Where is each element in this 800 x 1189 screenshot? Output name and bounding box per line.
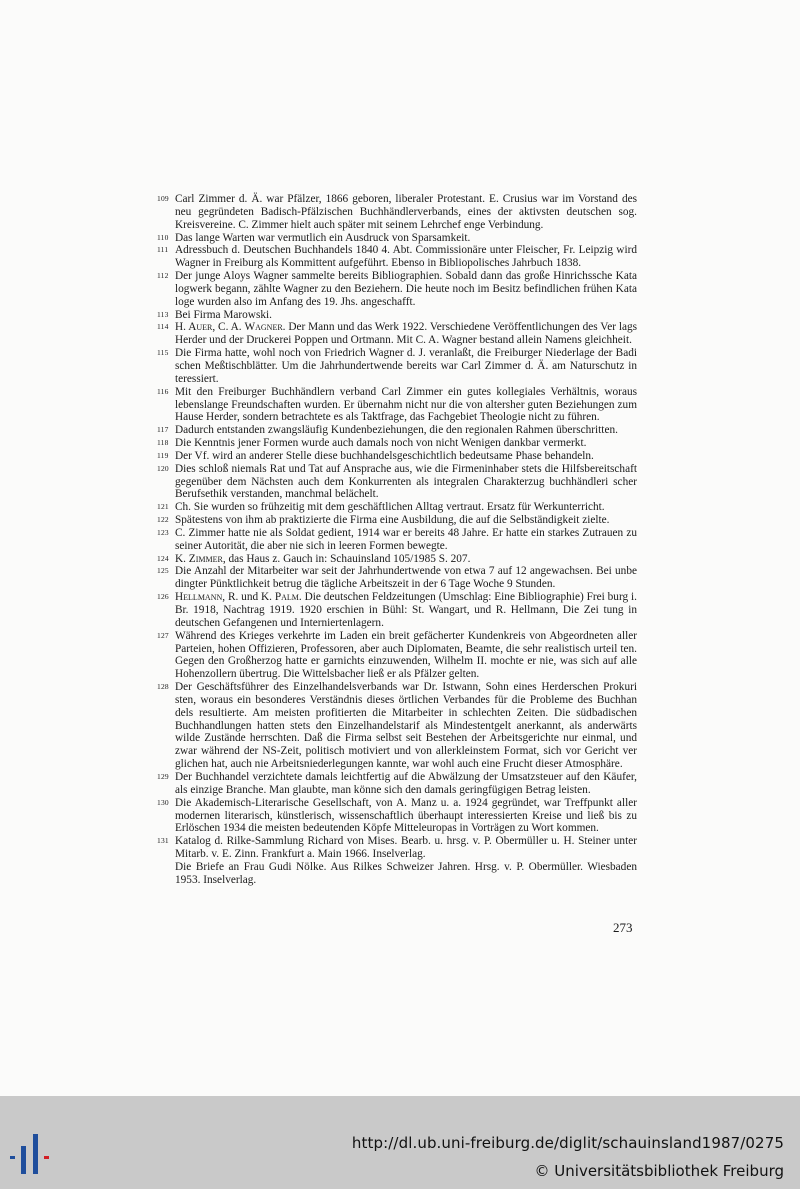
footnote-number: 123 [157, 527, 169, 537]
footnote [157, 630, 637, 681]
footnote-number: 114 [157, 322, 169, 332]
footnote [157, 501, 637, 514]
footnote-text: . Der Mann und das Werk 1922. Verschiedene Veröffentlichungen des Ver lags Herder und der Druckerei Poppen und Ortmann. Mit C. A. Wagner bestand allein Namens gleichheit. [175, 321, 638, 347]
footnote-author: K. Zimmer [175, 552, 223, 565]
footnote-text: Die Firma hatte, wohl noch von Friedrich Wagner d. J. veranlaßt, die Freiburger Niederlage der Badi schen Meßtischblätter. Um die Jahrhundertwende bereits war Carl Zimmer d. Ä. am Naturschutz in teressiert. [175, 347, 637, 385]
footnote-number: 109 [157, 194, 169, 203]
footnote-number: 112 [157, 271, 169, 281]
footnote [157, 797, 637, 836]
footnote [157, 565, 637, 591]
footnote-author: H. Auer [175, 321, 213, 334]
footnote-number: 113 [157, 309, 169, 319]
footnote-author: Palm [274, 591, 299, 604]
ub-freiburg-logo-icon [8, 1132, 52, 1178]
footnote [157, 450, 637, 463]
footnote-text: Der Vf. wird an anderer Stelle diese buchhandelsgeschichtlich bedeutsame Phase behandeln. [175, 449, 594, 462]
footnote-number: 120 [157, 463, 169, 473]
footnote-text: Die Anzahl der Mitarbeiter war seit der Jahrhundertwende von etwa 7 auf 12 angewachsen. Bei unbe dingter Pünktlichkeit betrug die tägliche Arbeitszeit in der 6 Tage Woche 9 Stunden. [175, 565, 637, 591]
footnote [157, 321, 637, 347]
page-number: 273 [613, 920, 633, 935]
footnote-text: Die Kenntnis jener Formen wurde auch damals noch von nicht Wenigen dankbar vermerkt. [175, 437, 587, 450]
footnote-number: 121 [157, 502, 169, 512]
footnote-number: 119 [157, 450, 169, 460]
footnote-number: 127 [157, 630, 169, 640]
footnote-number: 117 [157, 425, 169, 435]
footnote-text: Der junge Aloys Wagner sammelte bereits Bibliographien. Sobald dann das große Hinrichssche Kata logwerk begann, zählte Wagner zu den Beziehern. Die heute noch im Besitz befindlichen frühen Kata loge wurden also im Anfang des 19. Jhs. angeschafft. [175, 270, 637, 308]
footnote [157, 270, 637, 309]
footnote [157, 514, 637, 527]
footnote-number: 110 [157, 232, 169, 242]
footnote-author: Hellmann [175, 591, 223, 604]
footnote-text: Adressbuch d. Deutschen Buchhandels 1840 4. Abt. Commissionäre unter Fleischer, Fr. Leipzig wird Wagner in Freiburg als Kommittent aufgeführt. Ebenso in Bibliopolisches Jahrbuch 1838. [175, 244, 637, 270]
footnote-text: Ch. Sie wurden so frühzeitig mit dem geschäftlichen Alltag vertraut. Ersatz für Werkunterricht. [175, 501, 605, 514]
footnote-text-fragment: , R. und K. [222, 591, 275, 604]
footnote [157, 437, 637, 450]
footnotes-block [157, 193, 637, 887]
footnote [157, 527, 637, 553]
footnote-text: Dies schloß niemals Rat und Tat auf Ansprache aus, wie die Firmeninhaber stets die Hilfsbereitschaft gegenüber dem Nächsten auch dem Konkurrenten als integralen Charakterzug buchhändleri scher Berufsethik verstanden, manchmal belächelt. [175, 462, 637, 501]
footnote-number: 124 [157, 553, 169, 563]
footnote [157, 463, 637, 502]
footnote-number: 125 [157, 566, 169, 576]
copyright-notice: © Universitätsbibliothek Freiburg [534, 1162, 784, 1180]
footer-bar [0, 1096, 800, 1189]
source-url[interactable]: http://dl.ub.uni-freiburg.de/diglit/schauinsland1987/0275 [351, 1134, 784, 1152]
footnote-text: Bei Firma Marowski. [175, 308, 272, 321]
footnote-text: Der Buchhandel verzichtete damals leichtfertig auf die Abwälzung der Umsatzsteuer auf den Käufer, als einzige Branche. Man glaubte, man könne sich den damals geringfügigen Betrag leisten. [175, 770, 637, 796]
footnote-text-fragment: , C. A. [212, 321, 245, 334]
footnote [157, 386, 637, 425]
footnote-number: 111 [157, 245, 169, 255]
footnote-text: C. Zimmer hatte nie als Soldat gedient, 1914 war er bereits 48 Jahre. Er hatte ein starkes Zutrauen zu seiner Autorität, die aber nie sich in leeren Formen bewegte. [175, 526, 637, 552]
footnote-number: 131 [157, 836, 169, 846]
footnote [157, 309, 637, 322]
footnote [157, 424, 637, 437]
footnote-text: Mit den Freiburger Buchhändlern verband Carl Zimmer ein gutes kollegiales Verhältnis, woraus lebenslange Freundschaften wurden. Er übernahm nicht nur die von altersher guten Beziehungen zum Hause Herder, sondern betrachtete es als Taktfrage, das Fachgebiet Theologie nicht zu führen. [175, 385, 637, 424]
footnote-text: Das lange Warten war vermutlich ein Ausdruck von Sparsamkeit. [175, 231, 471, 244]
footnote [157, 193, 637, 232]
footnote [157, 835, 637, 861]
footnote-text: , das Haus z. Gauch in: Schauinsland 105/1985 S. 207. [222, 552, 471, 565]
footnote [157, 232, 637, 245]
footnote-number: 122 [157, 515, 169, 525]
footnote [157, 244, 637, 270]
footnote-text: Die Akademisch-Literarische Gesellschaft, von A. Manz u. a. 1924 gegründet, war Treffpunkt aller modernen literarisch, künstlerisch, wissenschaftlich überhaupt interessierten Kreise und ließ bis zu Erlöschen 1934 die meisten bedeutenden Köpfe Mitteleuropas in Vorträgen zu Wort kommen. [175, 796, 637, 835]
footnote-text: . Die deutschen Feldzeitungen (Umschlag: Eine Bibliographie) Frei burg i. Br. 1918, Nachtrag 1919. 1920 erschien in Bühl: St. Wangart, und R. Hellmann, Die Zei tung in deutschen Gefangenen und Interniertenlagern. [175, 591, 637, 629]
footnote-text: Der Geschäftsführer des Einzelhandelsverbands war Dr. Istwann, Sohn eines Herderschen Prokuri sten, woraus ein besonderes Verständnis dieses örtlichen Verbandes für die Probleme des Buchhan dels resultierte. Am meisten profitierten die Mitarbeiter in schlechten Zeiten. Die südbadischen Buchhandlungen hatten stets den Einzelhandelstarif als Mindestentgelt anerkannt, als anderwärts wilde Zustände herrschten. Daß die Firma selbst seit Bestehen der Arbeitsgerichte nur einmal, und zwar während der NS-Zeit, politisch motiviert und von allerkleinstem Format, sich vor Gericht ver glichen hat, auch nie Arbeitsniederlegungen kannte, war wohl auch eine Frucht dieser Atmosphäre. [175, 681, 637, 771]
footnote-number: 129 [157, 771, 169, 781]
footnote-author: Wagner [244, 321, 283, 334]
footnote [157, 771, 637, 797]
footnote [157, 553, 637, 566]
footnote [157, 591, 637, 630]
footnote-text: Katalog d. Rilke-Sammlung Richard von Mises. Bearb. u. hrsg. v. P. Obermüller u. H. Steiner unter Mitarb. v. E. Zinn. Frankfurt a. Main 1966. Inselverlag. [175, 835, 637, 861]
footnote-number: 126 [157, 592, 169, 602]
footnote-text: Dadurch entstanden zwangsläufig Kundenbeziehungen, die den regionalen Rahmen überschritten. [175, 424, 618, 437]
footnote [157, 347, 637, 386]
footnote-number: 115 [157, 348, 169, 358]
footnote-text: Während des Krieges verkehrte im Laden ein breit gefächerter Kundenkreis von Abgeordneten aller Parteien, hohen Offizieren, Professoren, aber auch Diplomaten, Beamte, die sehr realistisch urteil ten. Gegen den Großherzog hatte er garnichts einzuwenden, Wilhelm II. mochte er nie, was sich auf alle Hohenzollern übertrug. Die Wittelsbacher ließ er als Pfälzer gelten. [175, 629, 637, 681]
footnote-number: 118 [157, 438, 169, 448]
footnote-number: 128 [157, 682, 169, 692]
footnote-text: Carl Zimmer d. Ä. war Pfälzer, 1866 geboren, liberaler Protestant. E. Crusius war im Vorstand des neu gegründeten Badisch-Pfälzischen Buchhändlerverbands, eines der aktivsten deutschen sog. Kreisvereine. C. Zimmer hielt auch später mit seinem Lehrchef enge Verbindung. [175, 193, 637, 231]
footnote [157, 681, 637, 771]
footnote-continuation: Die Briefe an Frau Gudi Nölke. Aus Rilkes Schweizer Jahren. Hrsg. v. P. Obermüller. Wiesbaden 1953. Inselverlag. [175, 860, 637, 886]
footnote-number: 116 [157, 386, 169, 396]
footnote-text: Spätestens von ihm ab praktizierte die Firma eine Ausbildung, die auf die Selbständigkeit zielte. [175, 514, 610, 527]
footnote-number: 130 [157, 797, 169, 807]
